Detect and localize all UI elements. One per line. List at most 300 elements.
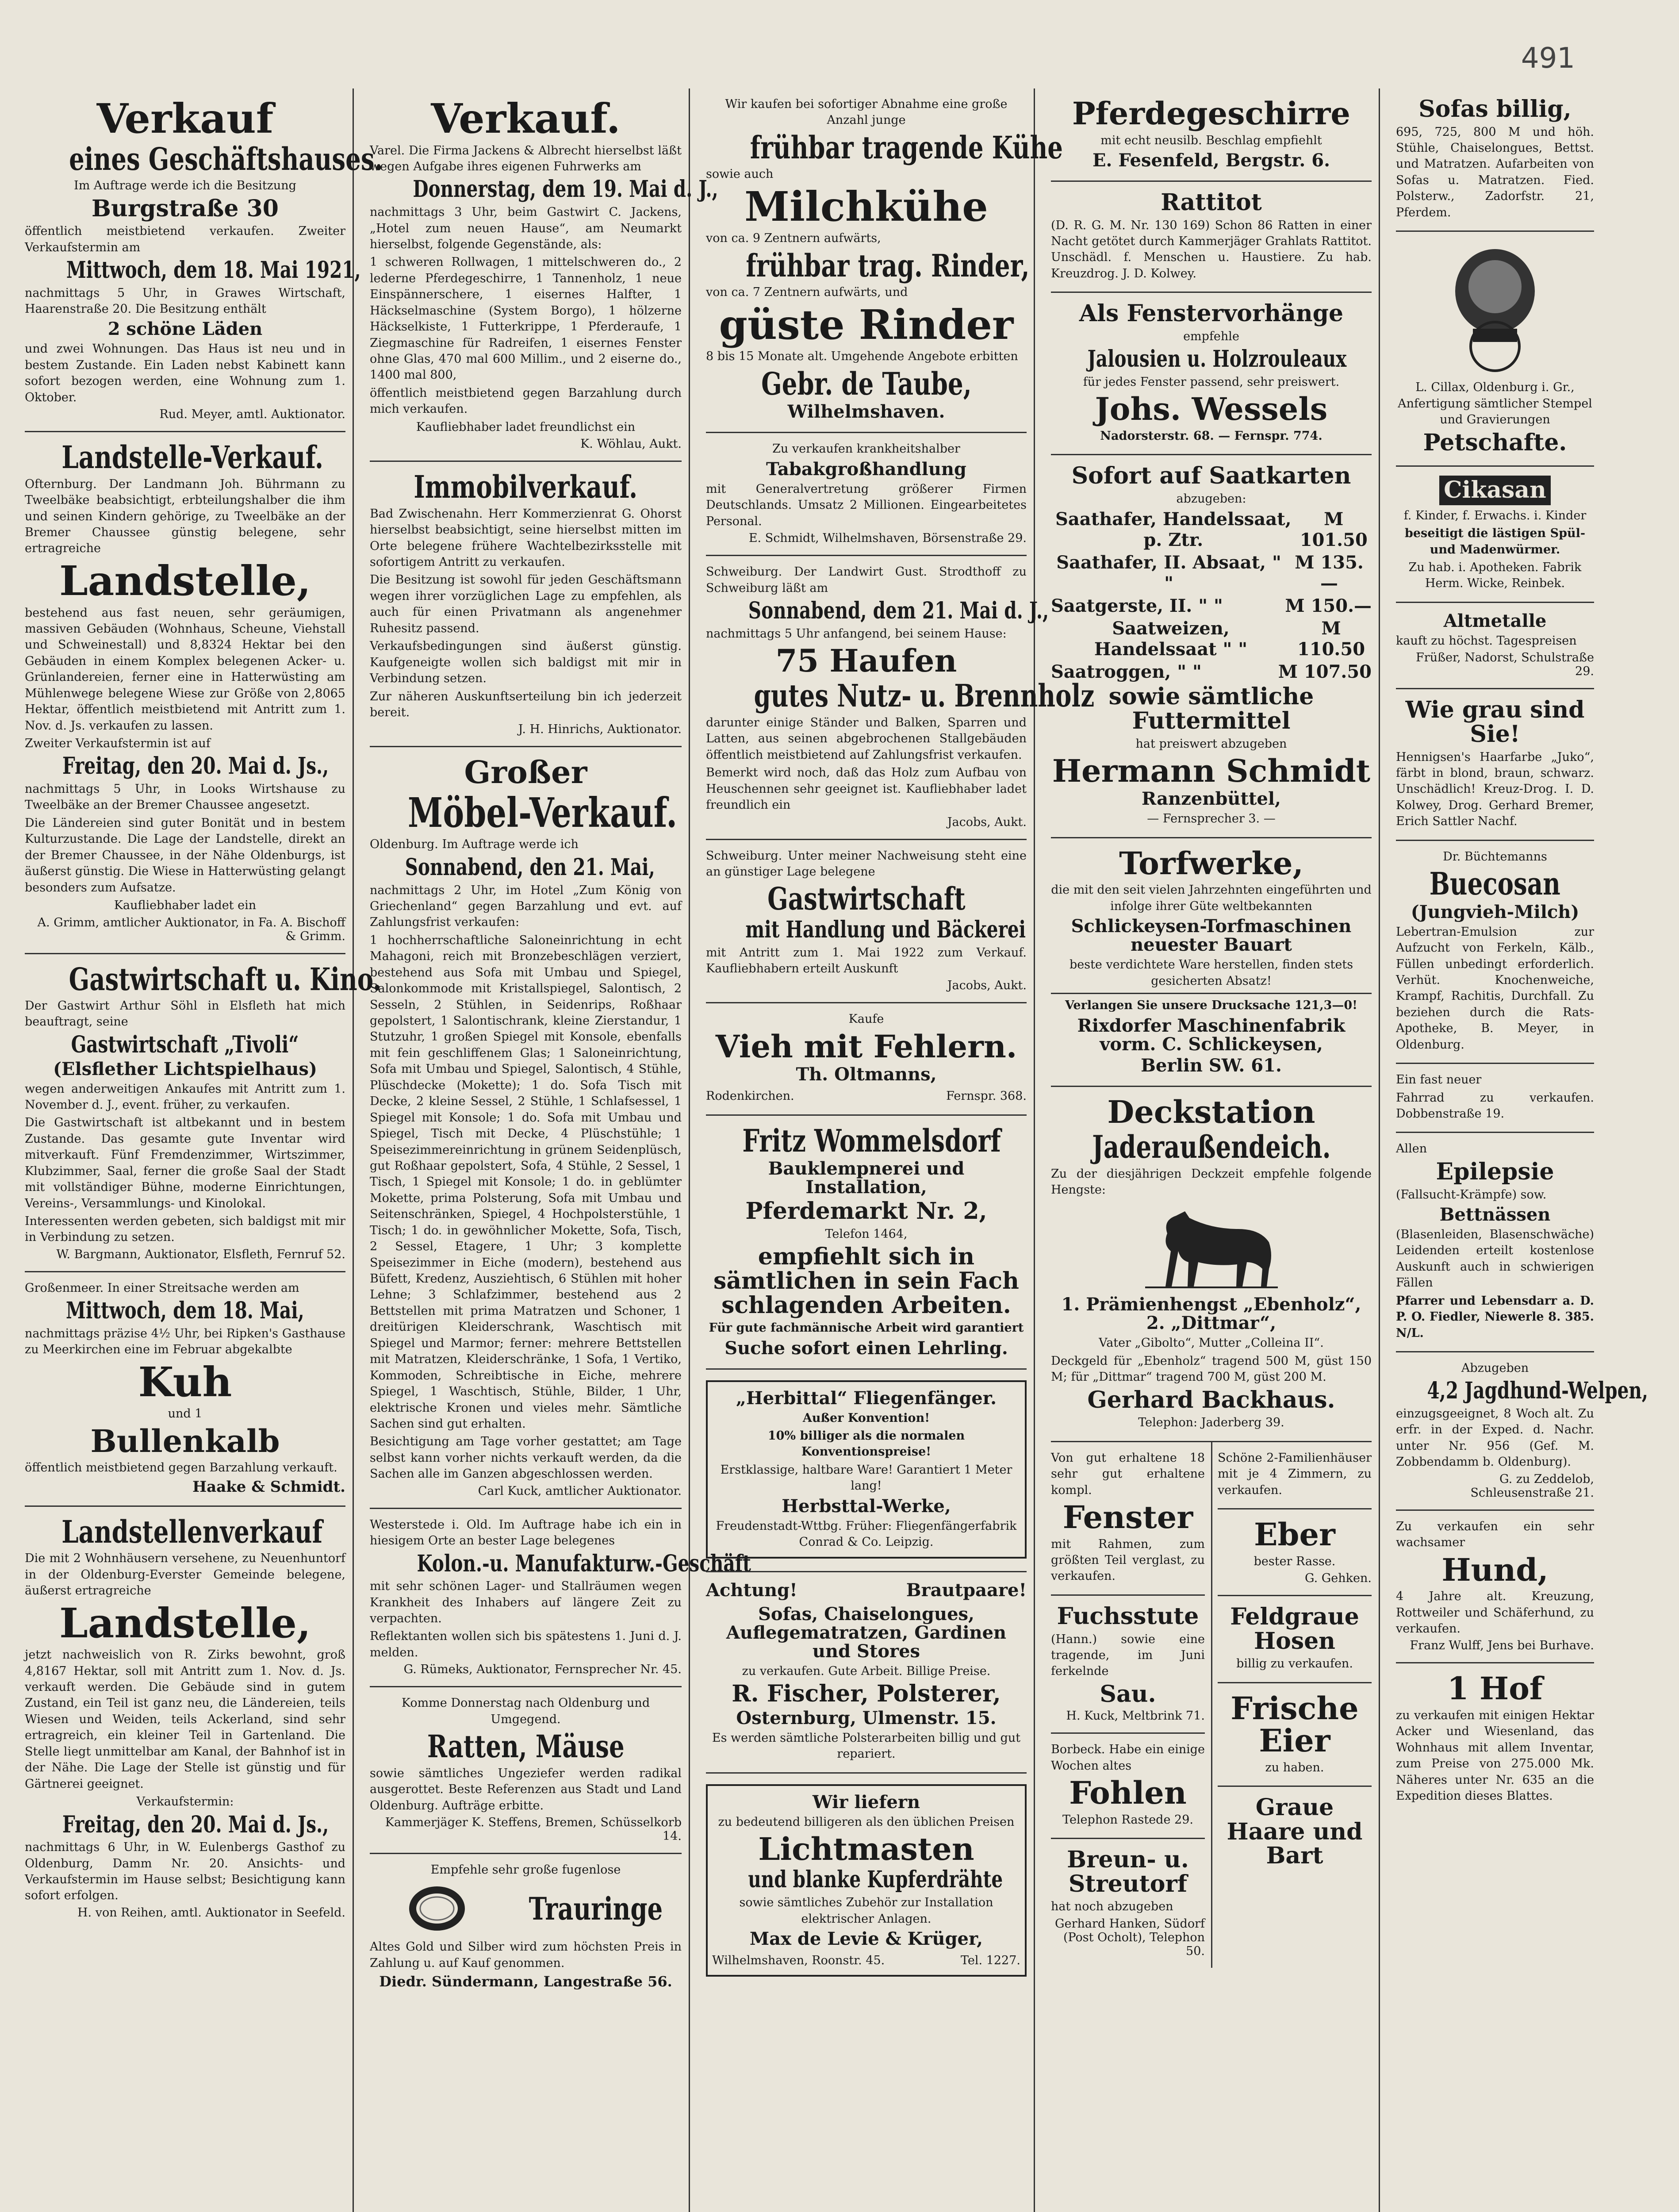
ad-text: mit sehr schönen Lager- und Stallräumen wegen Krankheit des Inhabers auf längere Zeit zu verpachten. bbox=[370, 1579, 682, 1626]
ad-verkauf-varel bbox=[370, 88, 718, 462]
ad-signature: H. von Reihen, amtl. Auktionator in Seefeld. bbox=[77, 1905, 345, 1920]
ad-manufaktur-geschaeft bbox=[370, 1509, 751, 1688]
ad-text: Zur näheren Auskunftserteilung bin ich jederzeit bereit. bbox=[370, 689, 682, 719]
ad-heading: Landstelle, bbox=[59, 557, 311, 605]
ad-text: Im Auftrage werde ich die Besitzung bbox=[74, 179, 296, 193]
ad-signature: Haake & Schmidt. bbox=[192, 1478, 345, 1496]
ad-heading: Altmetalle bbox=[1443, 610, 1547, 631]
ad-heading: frühbar tragende Kühe bbox=[750, 129, 1063, 166]
ad-fuchsstute bbox=[1051, 1596, 1205, 1734]
ad-vieh-fehlern bbox=[706, 1003, 1027, 1115]
ad-text: Die mit 2 Wohnhäusern versehene, zu Neuenhuntorf in der Oldenburg-Everster Gemeinde belegene, äußerst ertragreiche bbox=[25, 1551, 345, 1598]
ad-text: sowie sämtliches Zubehör zur Installation elektrischer Anlagen. bbox=[739, 1896, 993, 1926]
ad-text: öffentlich meistbietend gegen Barzahlung durch mich verkaufen. bbox=[370, 386, 682, 416]
ad-heading: Fuchsstute bbox=[1057, 1602, 1199, 1630]
ad-fliegenfaenger bbox=[706, 1370, 1027, 1572]
ad-heading: Cikasan bbox=[1439, 476, 1551, 505]
ad-heading: Kolon.-u. Manufakturw.-Geschäft bbox=[417, 1550, 751, 1577]
ad-signature: G. zu Zeddelob, Schleusenstraße 21. bbox=[1470, 1472, 1594, 1500]
ad-text: Ofternburg. Der Landmann Joh. Bührmann zu Tweelbäke beabsichtigt, erbteilungshalber die ihm und seinen Kindern gehörige, zu Tweelbäke an der Bremer Chaussee günstig belegene, sehr ertragreiche bbox=[25, 477, 345, 556]
ad-wommelsdorf bbox=[706, 1116, 1027, 1370]
small-ads-right bbox=[1211, 1442, 1372, 1968]
ad-text: Dr. Büchtemanns bbox=[1443, 849, 1547, 864]
ad-text: mit Generalvertretung größerer Firmen Deutschlands. Umsatz 2 Millionen. Eingearbeitetes Personal. bbox=[706, 482, 1027, 528]
ad-text: 1 schweren Rollwagen, 1 mittelschweren do., 2 lederne Pferdegeschirre, 1 Tannenholz, 1 neue Einspännerschere, 1 eisernes Halfter, 1 Häckselmaschine (System Borgo), 1 hölzerne Häckselkiste, 1 Futterkrippe, 1 Pferderaufe, 1 Ziegmaschine für Radreifen, 1 eisernes Fenster ohne Glas, 470 mal 600 Millim., und 2 eiserne do., 1400 mal 800, bbox=[370, 255, 682, 382]
ad-text: nachmittags 2 Uhr, im Hotel „Zum König von Griechenland“ gegen Barzahlung und evt. auf Zahlungsfrist verkaufen: bbox=[370, 883, 682, 929]
ad-text: Außer Konvention! bbox=[802, 1411, 930, 1425]
ad-text: jetzt nachweislich von R. Zirks bewohnt, groß 4,8167 Hektar, soll mit Antritt zum 1. Nov. d. Js. verkauft werden. Die Gebäude sind in gutem Zustand, ein Teil ist ganz neu, die Ländereien, teils Wiesen und Weiden, teils Ackerland, sind sehr ertragreich, ein kleiner Teil in Gartenland. Die Stelle liegt unmittelbar am Kanal, der Bahnhof ist in der Nähe. Die Lage der Stelle ist günstig und für Gärtnerei geeignet. bbox=[25, 1648, 345, 1791]
price-row bbox=[1051, 661, 1372, 682]
horse-illustration bbox=[1136, 1202, 1287, 1291]
ad-petschafte bbox=[1396, 232, 1594, 467]
ad-heading: Landstelle, bbox=[59, 1599, 311, 1647]
ad-text: darunter einige Ständer und Balken, Sparren und Latten, aus seinen abgebrochenen Stallgebäuden öffentlich meistbietend auf Zahlungsfrist verkaufen. bbox=[706, 715, 1027, 762]
ad-heading: empfiehlt sich in sämtlichen in sein Fach schlagenden Arbeiten. bbox=[713, 1243, 1019, 1319]
ad-text: Allen bbox=[1396, 1142, 1427, 1156]
ad-heading: Gastwirtschaft u. Kino. bbox=[69, 960, 382, 998]
ad-text: empfehle bbox=[1183, 329, 1239, 343]
ad-heading: Bettnässen bbox=[1439, 1204, 1551, 1225]
ad-text: und 1 bbox=[168, 1407, 203, 1421]
ad-heading: Osternburg, Ulmenstr. 15. bbox=[736, 1707, 997, 1728]
column-5 bbox=[1389, 88, 1648, 2212]
ad-text: Kaufliebhaber ladet freundlichst ein bbox=[416, 420, 636, 434]
ad-heading: Feldgraue Hosen bbox=[1230, 1603, 1359, 1655]
ad-signature: Pfarrer und Lebensdarr a. D. P. O. Fiedler, Niewerle 8. 385. N/L. bbox=[1396, 1294, 1594, 1340]
price-row bbox=[1051, 552, 1372, 594]
ad-text: Freudenstadt-Wttbg. Früher: Fliegenfängerfabrik Conrad & Co. Leipzig. bbox=[716, 1519, 1017, 1549]
ad-signature: G. Gehken. bbox=[1304, 1571, 1372, 1586]
ad-text: nachmittags 3 Uhr, beim Gastwirt C. Jackens, „Hotel zum neuen Hause“, am Neumarkt hierselbst, folgende Gegenstände, als: bbox=[370, 205, 682, 251]
ad-heading: mit Handlung und Bäckerei bbox=[745, 916, 1026, 943]
ad-text: Westerstede i. Old. Im Auftrage habe ich ein in hiesigem Orte an bester Lage belegenes bbox=[370, 1517, 682, 1548]
ad-text: Die Gastwirtschaft ist altbekannt und in bestem Zustande. Das gesamte gute Inventar wird mitverkauft. Fünf Fremdenzimmer, Wirtszimmer, Klubzimmer, Saal, ferner die große Saal der Stadt mit vollständiger Bühne, moderne Einrichtungen, Vereins-, Versammlungs- und Kinolokal. bbox=[25, 1116, 345, 1210]
ad-text: Für gute fachmännische Arbeit wird garantiert bbox=[709, 1321, 1024, 1335]
ad-signature: Gerhard Hanken, Südorf (Post Ocholt), Telephon 50. bbox=[1055, 1916, 1205, 1958]
price-row bbox=[1051, 595, 1372, 616]
small-ads-left bbox=[1051, 1442, 1205, 1968]
ad-text: und zwei Wohnungen. Das Haus ist neu und in bestem Zustande. Ein Laden nebst Kabinett kann sofort bezogen werden, eine Wohnung zum 1. Oktober. bbox=[25, 342, 345, 404]
price-item-value: M 110.50 bbox=[1297, 618, 1365, 660]
price-row bbox=[1051, 618, 1372, 660]
ad-cikasan bbox=[1396, 467, 1594, 603]
ad-brennholz bbox=[706, 556, 1095, 840]
ad-text: billig zu verkaufen. bbox=[1236, 1657, 1353, 1671]
price-item-name: Saathafer, Handelssaat, p. Ztr. bbox=[1055, 509, 1292, 551]
ad-text: Suche sofort einen Lehrling. bbox=[724, 1337, 1008, 1359]
ad-heading: Fritz Wommelsdorf bbox=[742, 1122, 1001, 1159]
ad-text: Nadorsterstr. 68. — Fernspr. 774. bbox=[1100, 429, 1322, 443]
ad-heading: Wilhelmshaven. bbox=[787, 401, 945, 422]
ad-altmetalle bbox=[1396, 603, 1594, 689]
ad-text: Telephon Rastede 29. bbox=[1062, 1813, 1193, 1827]
ad-text: mit Rahmen, zum größten Teil verglast, zu verkaufen. bbox=[1051, 1537, 1205, 1583]
ad-signature: Kammerjäger K. Steffens, Bremen, Schüsselkorb 14. bbox=[385, 1816, 682, 1843]
ad-text: die mit den seit vielen Jahrzehnten eingeführten und infolge ihrer Güte weltbekannten bbox=[1051, 883, 1372, 913]
ad-text: sowie auch bbox=[706, 167, 774, 181]
ad-heading: frühbar trag. Rinder, bbox=[746, 247, 1030, 284]
price-item-name: Saatroggen, " " bbox=[1051, 661, 1202, 683]
ad-signature: J. H. Hinrichs, Auktionator. bbox=[518, 722, 682, 737]
ad-text: Lebertran-Emulsion zur Aufzucht von Ferkeln, Kälb., Füllen unbedingt erforderlich. Verhüt. Knochenweiche, Krampf, Rachitis, Durchfall. Zu beziehen durch die Rats-Apotheke, B. Meyer, in Oldenburg. bbox=[1396, 925, 1594, 1052]
ad-text: abzugeben: bbox=[1176, 492, 1246, 506]
ad-text: bester Rasse. bbox=[1254, 1554, 1336, 1568]
ad-text: Verkaufsbedingungen sind äußerst günstig. Kaufgeneigte wollen sich baldigst mit mir in Verbindung setzen. bbox=[370, 639, 682, 686]
ad-feldgraue-hosen bbox=[1218, 1596, 1372, 1683]
ad-heading: Frische Eier bbox=[1230, 1690, 1359, 1759]
ad-familienhaeuser bbox=[1218, 1442, 1372, 1509]
ad-text: Erstklassige, haltbare Ware! Garantiert 1 Meter lang! bbox=[720, 1463, 1012, 1493]
ad-text: mit echt neusilb. Beschlag empfiehlt bbox=[1100, 133, 1322, 147]
ad-signature: A. Grimm, amtlicher Auktionator, in Fa. A. Bischoff & Grimm. bbox=[37, 915, 345, 943]
ad-heading: Th. Oltmanns, bbox=[796, 1064, 937, 1085]
ad-text: Wir kaufen bei sofortiger Abnahme eine große Anzahl junge bbox=[725, 97, 1008, 127]
ad-text: Deckgeld für „Ebenholz“ tragend 500 M, güst 150 M; für „Dittmar“ tragend 700 M, güst 200 M. bbox=[1051, 1354, 1372, 1384]
ad-lichtmasten bbox=[706, 1774, 1027, 1989]
ad-text: 10% billiger als die normalen Konventionspreise! bbox=[767, 1429, 965, 1459]
ad-torfwerke bbox=[1051, 838, 1372, 1087]
ad-date: Sonnabend, den 21. Mai, bbox=[405, 853, 655, 881]
ad-heading: Kuh bbox=[138, 1358, 232, 1406]
ad-frische-eier bbox=[1218, 1683, 1372, 1787]
ad-text: nachmittags 5 Uhr, in Looks Wirtshause zu Tweelbäke an der Bremer Chaussee angesetzt. bbox=[25, 782, 345, 812]
ad-heading: Burgstraße 30 bbox=[92, 195, 279, 222]
ad-text: hat noch abzugeben bbox=[1051, 1900, 1173, 1914]
ad-tabakgrosshandlung bbox=[706, 433, 1027, 556]
ad-heading: 1. Prämienhengst „Ebenholz“, 2. „Dittmar“, bbox=[1061, 1294, 1361, 1334]
ad-heading: Jaderaußendeich. bbox=[1092, 1129, 1331, 1166]
ad-text: öffentlich meistbietend gegen Barzahlung verkauft. bbox=[25, 1461, 337, 1475]
ad-heading: sowie sämtliche Futtermittel bbox=[1108, 683, 1314, 734]
ad-text: Kaufliebhaber ladet ein bbox=[114, 899, 257, 913]
ad-text: Großenmeer. In einer Streitsache werden am bbox=[25, 1281, 299, 1295]
ad-jalousien bbox=[1051, 293, 1372, 455]
ad-signature: H. Kuck, Meltbrink 71. bbox=[1066, 1709, 1205, 1723]
ad-text: (Fallsucht-Krämpfe) sow. bbox=[1396, 1187, 1547, 1202]
ad-date: Donnerstag, dem 19. Mai d. J., bbox=[413, 176, 718, 203]
ad-hund bbox=[1396, 1511, 1594, 1664]
ad-text: Bad Zwischenahn. Herr Kommerzienrat G. Ohorst hierselbst beabsichtigt, seine hierselbst mitten im Orte belegene frühere Wachtelbezirksstelle mit sofortigem Antritt zu verkaufen. bbox=[370, 507, 682, 569]
ad-gastwirtschaft-baeckerei bbox=[706, 840, 1027, 1004]
ad-heading: 1 Hof bbox=[1447, 1670, 1543, 1707]
ad-landstellenverkauf bbox=[25, 1507, 345, 1929]
ad-text: einzugsgeeignet, 8 Woch alt. Zu erfr. in der Exped. d. Nachr. unter Nr. 956 (Gef. M. Zobbendamm b. Oldenburg). bbox=[1396, 1407, 1594, 1469]
ad-heading: Fenster bbox=[1062, 1499, 1193, 1536]
ad-text: nachmittags 6 Uhr, in W. Eulenbergs Gasthof zu Oldenburg, Damm Nr. 20. Ansichts- und Verkaufstermin im Hause selbst; Besichtigung kann sofort erfolgen. bbox=[25, 1840, 345, 1903]
ad-text: zu haben. bbox=[1265, 1760, 1324, 1774]
ad-signature: Rud. Meyer, amtl. Auktionator. bbox=[159, 407, 345, 422]
ad-immobilverkauf bbox=[370, 462, 682, 747]
ad-text: Interessenten werden gebeten, sich baldigst mit mir in Verbindung zu setzen. bbox=[25, 1214, 345, 1244]
ad-text: beste verdichtete Ware herstellen, finden stets gesicherten Absatz! bbox=[1069, 958, 1353, 988]
ad-text: hat preiswert abzugeben bbox=[1135, 737, 1287, 751]
ad-text: Reflektanten wollen sich bis spätestens 1. Juni d. J. melden. bbox=[370, 1629, 682, 1659]
ad-graue-haare bbox=[1218, 1787, 1372, 1879]
ad-heading: 75 Haufen bbox=[775, 642, 957, 679]
ad-heading: Breun- u. Streutorf bbox=[1067, 1846, 1189, 1897]
ad-heading: Rattitot bbox=[1161, 188, 1262, 216]
ad-ratten-maeuse bbox=[370, 1687, 682, 1854]
price-list bbox=[1051, 509, 1372, 682]
ad-text: Rodenkirchen. bbox=[706, 1089, 794, 1103]
price-item-value: M 107.50 bbox=[1278, 661, 1372, 683]
ad-text: von ca. 9 Zentnern aufwärts, bbox=[706, 231, 881, 246]
ad-heading: Eber bbox=[1254, 1516, 1335, 1553]
ad-text: Zweiter Verkaufstermin ist auf bbox=[25, 737, 211, 750]
ad-heading: (Elsflether Lichtspielhaus) bbox=[53, 1058, 317, 1079]
ad-text: Varel. Die Firma Jackens & Albrecht hierselbst läßt wegen Aufgabe ihres eigenen Fuhrwerks am bbox=[370, 143, 682, 174]
ad-heading: Sofas, Chaiselongues, Auflegematratzen, Gardinen und Stores bbox=[726, 1603, 1007, 1662]
ad-text: bestehend aus fast neuen, sehr geräumigen, massiven Gebäuden (Wohnhaus, Scheune, Viehstall und Schweinestall) und 8,8324 Hektar bei den Gebäuden in einem Komplex belegenen Acker- u. Grünlandereien, ferner eine in Hatterwüsting am Mühlenwege belegene Wiese zur Größe von 2,8065 Hektar, öffentlich meistbietend mit Antritt zum 1. Nov. d. Js. verkaufen zu lassen. bbox=[25, 606, 345, 733]
price-item-value: M 135.— bbox=[1295, 552, 1364, 594]
ad-text: 8 bis 15 Monate alt. Umgehende Angebote erbitten bbox=[706, 349, 1018, 364]
ad-text: nachmittags 5 Uhr anfangend, bei seinem Hause: bbox=[706, 626, 1007, 641]
ad-heading: Bauklempnerei und Installation, bbox=[768, 1158, 965, 1198]
ad-hof bbox=[1396, 1663, 1594, 1814]
ad-fenster bbox=[1051, 1442, 1205, 1596]
ad-text: Die Besitzung ist sowohl für jeden Geschäftsmann wegen ihrer vorzüglichen Lage zu empfehlen, als auch für einen Privatmann als angenehmer Ruhesitz passend. bbox=[370, 573, 682, 635]
ad-heading: Gastwirtschaft bbox=[767, 880, 966, 918]
ad-saatkarten bbox=[1051, 455, 1372, 838]
ad-pferdegeschirre bbox=[1051, 88, 1372, 182]
ad-date: Freitag, den 20. Mai d. Js., bbox=[62, 753, 329, 780]
ad-heading: Jalousien u. Holzrouleaux bbox=[1087, 346, 1347, 373]
ad-heading: Möbel-Verkauf. bbox=[407, 788, 678, 837]
ad-text: Bemerkt wird noch, daß das Holz zum Aufbau von Heuschennen sehr geeignet ist. Kaufliebhaber ladet freundlich ein bbox=[706, 766, 1027, 812]
ad-text: Verlangen Sie unsere Drucksache 121,3—0! bbox=[1065, 998, 1358, 1013]
price-item-name: Saathafer, II. Absaat, " " bbox=[1056, 552, 1281, 594]
ad-heading: Immobilverkauf. bbox=[414, 469, 638, 506]
ad-text: Ein fast neuer bbox=[1396, 1073, 1482, 1087]
column-3 bbox=[699, 88, 1095, 2212]
ad-text: (Blasenleiden, Blasenschwäche) Leidenden erteilt kostenlose Auskunft auch in schwierigen Fällen bbox=[1396, 1227, 1594, 1290]
ad-heading: Rixdorfer Maschinenfabrik vorm. C. Schlickeysen, bbox=[1077, 1015, 1346, 1055]
ad-text: Telefon 1464, bbox=[825, 1227, 908, 1241]
ad-kuehe-ankauf bbox=[706, 88, 1063, 433]
ad-heading: „Herbittal“ Fliegenfänger. bbox=[736, 1387, 997, 1409]
ad-date: Sonnabend, dem 21. Mai d. J., bbox=[748, 597, 1049, 624]
ad-text: von ca. 7 Zentnern aufwärts, und bbox=[706, 285, 908, 300]
ad-sofas-billig bbox=[1396, 88, 1594, 232]
ad-text: für jedes Fenster passend, sehr preiswert. bbox=[1083, 375, 1340, 389]
ad-text: Schweiburg. Unter meiner Nachweisung steht eine an günstiger Lage belegene bbox=[706, 849, 1027, 879]
ad-signature: Früßer, Nadorst, Schulstraße 29. bbox=[1416, 651, 1594, 679]
ad-heading: (Jungvieh-Milch) bbox=[1411, 901, 1579, 922]
ad-text: öffentlich meistbietend verkaufen. Zweiter Verkaufstermin am bbox=[25, 224, 345, 254]
ad-heading: Ratten, Mäuse bbox=[427, 1728, 625, 1765]
ad-text: 695, 725, 800 M und höh. Stühle, Chaiselongues, Bettst. und Matratzen. Aufarbeiten von Sofas u. Matratzen. Fied. Polsterw., Zadorfstr. 21, Pferdem. bbox=[1396, 125, 1594, 219]
ad-text: Verkaufstermin: bbox=[136, 1795, 234, 1809]
ad-text: Zu verkaufen krankheitshalber bbox=[772, 442, 960, 456]
ad-text: Es werden sämtliche Polsterarbeiten billig und gut repariert. bbox=[712, 1731, 1021, 1761]
price-item-value: M 150.— bbox=[1285, 595, 1372, 617]
ad-brautpaare bbox=[706, 1572, 1027, 1774]
ad-heading: Deckstation bbox=[1107, 1093, 1315, 1130]
ad-heading: Fohlen bbox=[1069, 1774, 1187, 1812]
ad-list: 1 hochherrschaftliche Saloneinrichtung in echt Mahagoni, reich mit Bronzebeschlägen verziert, bestehend aus Sofa mit Umbau und Spiegel, Salonkommode mit Kristallspiegel, Salontisch, 2 Sesseln, 2 Stühlen, in Seidenrips, Roßhaar gepolstert, 1 Salontischrank, kleine Zierstandur, 1 Stutzuhr, 1 großen Spiegel mit Konsole, ebenfalls mit fein geschliffenem Glas; 1 Saloneinrichtung, Sofa mit Umbau und Spiegel, Salontisch, 4 Stühle, Plüschdecke (Mokette); 1 do. Sofa Tisch mit Decke, 2 kleine Sessel, 2 Stühle, 1 Schlafsessel, 1 Spiegel mit Konsole; 1 do. Sofa mit Umbau und Spiegel, Tisch mit Decke, 4 Plüschstühle; 1 Speisezimmereinrichtung in grünem Seidenplüsch, gut Roßhaar gepolstert, Sofa, 4 Stühle, 2 Sessel, 1 Tisch, 1 Spiegel mit Konsole; 1 do. in geblümter Mokette, prima Polsterung, Sofa mit Umbau und Seitenschränken, Spiegel, 4 Hochpolsterstühle, 1 Tisch; 1 do. in gewöhnlicher Mokette, Sofa, Tisch, 2 Sessel, Etagere, 1 Uhr; 3 komplette Speisezimmer in Eiche (modern), bestehend aus Büfett, Kredenz, Ausziehtisch, 6 Stühlen mit hoher Lehne; 3 Schlafzimmer, bestehend aus 2 Bettstellen mit prima Matratzen und Schoner, 1 dreitürigen Kleiderschrank, Waschtisch mit Spiegel und Marmor; ferner: mehrere Bettstellen mit Matratzen, Kleiderschränke, 1 Sofa, 1 Vertiko, Kommoden, Schreibtische in Eiche, mehrere Spiegel, 1 Waschtisch, Stühle, Bilder, 1 Uhr, elektrische Kronen und vieles mehr. Sämtliche Sachen sind gut erhalten. bbox=[370, 933, 682, 1431]
ad-text: zu verkaufen mit einigen Hektar Acker und Wiesenland, das Wohnhaus mit allem Inventar, zum Preise von 275.000 Mk. Näheres unter Nr. 635 an die Expedition dieses Blattes. bbox=[1396, 1708, 1594, 1803]
ad-heading: Milchkühe bbox=[744, 182, 988, 230]
ad-date: Mittwoch, dem 18. Mai 1921, bbox=[66, 257, 361, 284]
ad-text: Von gut erhaltene 18 sehr gut erhaltene kompl. bbox=[1051, 1451, 1205, 1497]
ad-text: kauft zu höchst. Tagespreisen bbox=[1396, 634, 1577, 648]
ad-heading: Verkauf bbox=[96, 95, 274, 142]
ad-signature: E. Schmidt, Wilhelmshaven, Börsenstraße 29. bbox=[748, 531, 1027, 545]
ad-jagdhund-welpen bbox=[1396, 1352, 1648, 1511]
ad-text: zu bedeutend billigeren als den üblichen Preisen bbox=[718, 1815, 1015, 1829]
ad-text: Zu hab. i. Apotheken. Fabrik Herm. Wicke, Reinbek. bbox=[1408, 561, 1582, 591]
ad-text: Altes Gold und Silber wird zum höchsten Preis in Zahlung u. auf Kauf genommen. bbox=[370, 1940, 682, 1970]
ad-streutorf bbox=[1051, 1839, 1205, 1968]
ad-text: 4 Jahre alt. Kreuzung, Rottweiler und Schäferhund, zu verkaufen. bbox=[1396, 1590, 1594, 1636]
ad-signature: K. Wöhlau, Aukt. bbox=[580, 437, 682, 451]
ad-text: Vater „Gibolto“, Mutter „Colleina II“. bbox=[1099, 1336, 1324, 1350]
ad-heading: Gerhard Backhaus. bbox=[1087, 1386, 1335, 1413]
ad-heading: Vieh mit Fehlern. bbox=[715, 1028, 1017, 1065]
ad-epilepsie bbox=[1396, 1133, 1594, 1352]
ad-signature: Diedr. Sündermann, Langestraße 56. bbox=[379, 1973, 672, 1990]
ad-text: Tel. 1227. bbox=[961, 1953, 1020, 1967]
ad-text: f. Kinder, f. Erwachs. i. Kinder bbox=[1403, 508, 1587, 522]
price-item-name: Saatweizen, Handelssaat " " bbox=[1094, 618, 1248, 660]
ad-heading: güste Rinder bbox=[719, 300, 1014, 349]
ad-signature: Jacobs, Aukt. bbox=[947, 815, 1027, 829]
ad-heading: Graue Haare und Bart bbox=[1227, 1794, 1363, 1870]
ad-heading: Max de Levie & Krüger, bbox=[749, 1928, 983, 1949]
ad-heading: Buecosan bbox=[1429, 865, 1561, 902]
ad-text: Fahrrad zu verkaufen. Dobbenstraße 19. bbox=[1396, 1091, 1594, 1121]
ad-text: L. Cillax, Oldenburg i. Gr., Anfertigung sämtlicher Stempel und Gravierungen bbox=[1398, 380, 1592, 427]
ad-gastwirtschaft-kino bbox=[25, 954, 382, 1272]
ad-heading: Berlin SW. 61. bbox=[1141, 1055, 1282, 1076]
ad-text: nachmittags präzise 4½ Uhr, bei Ripken's Gasthause zu Meerkirchen eine im Februar abgekalbte bbox=[25, 1326, 345, 1357]
ad-buecosan bbox=[1396, 841, 1594, 1064]
ad-heading: Landstelle-Verkauf. bbox=[61, 439, 323, 476]
ad-date: Mittwoch, dem 18. Mai, bbox=[66, 1297, 304, 1325]
ad-kuh bbox=[25, 1272, 345, 1507]
ad-text: Kaufe bbox=[848, 1012, 884, 1026]
ad-heading: Torfwerke, bbox=[1119, 845, 1303, 882]
ad-text: Wilhelmshaven, Roonstr. 45. bbox=[712, 1953, 885, 1967]
ad-deckstation bbox=[1051, 1087, 1372, 1442]
ad-heading: 4,2 Jagdhund-Welpen, bbox=[1427, 1377, 1648, 1405]
ad-heading: Sofort auf Saatkarten bbox=[1071, 462, 1351, 490]
ad-signature: E. Fesenfeld, Bergstr. 6. bbox=[1092, 150, 1330, 171]
ad-landstelle-verkauf bbox=[25, 432, 345, 954]
ad-heading: Tabakgroßhandlung bbox=[766, 458, 966, 480]
ad-text: Oldenburg. Im Auftrage werde ich bbox=[370, 837, 579, 852]
price-item-value: M 101.50 bbox=[1300, 509, 1368, 551]
ad-text: (Hann.) sowie eine tragende, im Juni ferkelnde bbox=[1051, 1632, 1205, 1678]
ad-heading: R. Fischer, Polsterer, bbox=[732, 1680, 1001, 1708]
ad-text: zu verkaufen. Gute Arbeit. Billige Preise. bbox=[742, 1664, 991, 1678]
ad-text: Schweiburg. Der Landwirt Gust. Strodthoff zu Schweiburg läßt am bbox=[706, 565, 1027, 595]
price-row bbox=[1051, 509, 1372, 550]
seal-stamp-illustration bbox=[1429, 242, 1561, 375]
ad-heading: Johs. Wessels bbox=[1095, 391, 1328, 428]
ad-heading: eines Geschäftshauses. bbox=[69, 140, 383, 177]
ring-icon bbox=[408, 1884, 466, 1933]
ad-heading: Gastwirtschaft „Tivoli“ bbox=[71, 1031, 299, 1058]
ad-heading: Als Fenstervorhänge bbox=[1079, 300, 1344, 327]
ad-text: Die Ländereien sind guter Bonität und in bestem Kulturzustande. Die Lage der Landstelle, direkt an der Bremer Chaussee, in der Nähe Oldenburgs, ist äußerst günstig. Die Wiese in Hatterwüsting gelangt besonders zum Aufsatze. bbox=[25, 816, 345, 895]
ad-haarfarbe bbox=[1396, 689, 1594, 841]
ad-geschaeftshaus bbox=[25, 88, 383, 432]
ad-text: sowie sämtliches Ungeziefer werden radikal ausgerottet. Beste Referenzen aus Stadt und Land Oldenburg. Aufträge erbitte. bbox=[370, 1766, 682, 1813]
ad-heading: Epilepsie bbox=[1436, 1158, 1554, 1185]
ad-heading: Pferdegeschirre bbox=[1072, 95, 1350, 132]
ad-heading: Landstellenverkauf bbox=[61, 1513, 323, 1550]
ad-heading: Schlickeysen-Torfmaschinen neuester Bauart bbox=[1071, 916, 1352, 956]
ad-text: Besichtigung am Tage vorher gestattet; am Tage selbst kann vorher nichts verkauft werden, da die Sachen alle im Ganzen abgeschlossen werden. bbox=[370, 1435, 682, 1481]
ad-eber bbox=[1218, 1509, 1372, 1596]
ad-text: Zu verkaufen ein sehr wachsamer bbox=[1396, 1519, 1594, 1550]
ad-heading: Hund, bbox=[1441, 1551, 1549, 1588]
ad-text: beseitigt die lästigen Spül- und Madenwürmer. bbox=[1404, 526, 1586, 557]
price-item-name: Saatgerste, II. " " bbox=[1051, 595, 1223, 617]
ad-heading: 2 schöne Läden bbox=[107, 319, 263, 340]
ad-text: Borbeck. Habe ein einige Wochen altes bbox=[1051, 1743, 1205, 1773]
ad-fohlen bbox=[1051, 1734, 1205, 1839]
ad-heading: Sau. bbox=[1100, 1680, 1156, 1708]
ad-heading: Lichtmasten bbox=[758, 1830, 974, 1867]
ad-heading: Gebr. de Taube, bbox=[761, 365, 972, 402]
ad-text: wegen anderweitigen Ankaufes mit Antritt zum 1. November d. J., event. früher, zu verkaufen. bbox=[25, 1082, 345, 1112]
ad-heading: gutes Nutz- u. Brennholz bbox=[754, 677, 1095, 714]
ad-heading: Trauringe bbox=[529, 1890, 663, 1927]
ad-heading: Wie grau sind Sie! bbox=[1405, 696, 1585, 748]
ad-text: Der Gastwirt Arthur Söhl in Elsfleth hat mich beauftragt, seine bbox=[25, 999, 345, 1029]
page-number: 491 bbox=[1521, 42, 1575, 75]
ad-text: (D. R. G. M. Nr. 130 169) Schon 86 Ratten in einer Nacht getötet durch Kammerjäger Grahlats Rattitot. Unschädl. f. Menschen u. Haustiere. Zu hab. Kreuzdrog. J. D. Kolwey. bbox=[1051, 218, 1372, 280]
ad-text: nachmittags 5 Uhr, in Grawes Wirtschaft, Haarenstraße 20. Die Besitzung enthält bbox=[25, 286, 345, 316]
small-ads-grid bbox=[1051, 1442, 1372, 1968]
ad-text: Abzugeben bbox=[1461, 1361, 1529, 1375]
ad-text: mit Antritt zum 1. Mai 1922 zum Verkauf. Kaufliebhabern erteilt Auskunft bbox=[706, 945, 1027, 975]
ad-text: Fernspr. 368. bbox=[946, 1089, 1027, 1103]
ad-signature: W. Bargmann, Auktionator, Elsfleth, Fernruf 52. bbox=[56, 1247, 345, 1261]
column-1 bbox=[18, 88, 383, 2212]
ad-text: Zu der diesjährigen Deckzeit empfehle folgende Hengste: bbox=[1051, 1167, 1372, 1197]
ad-heading: und blanke Kupferdrähte bbox=[748, 1866, 1003, 1893]
ad-signature: Carl Kuck, amtlicher Auktionator. bbox=[478, 1484, 682, 1498]
ad-heading: Verkauf. bbox=[431, 95, 621, 142]
ad-text: Schöne 2-Familienhäuser mit je 4 Zimmern, zu verkaufen. bbox=[1218, 1451, 1372, 1497]
ad-heading: Herbsttal-Werke, bbox=[782, 1495, 951, 1517]
ad-moebel-verkauf bbox=[370, 747, 682, 1509]
ad-heading: Petschafte. bbox=[1423, 429, 1567, 456]
ad-rattitot bbox=[1051, 182, 1372, 293]
column-4 bbox=[1044, 88, 1380, 2212]
ad-signature: Jacobs, Aukt. bbox=[947, 979, 1027, 993]
ad-fahrrad bbox=[1396, 1064, 1594, 1133]
ad-date: Freitag, den 20. Mai d. Js., bbox=[62, 1811, 329, 1838]
ad-text: Telephon: Jaderberg 39. bbox=[1138, 1416, 1284, 1430]
newspaper-page bbox=[18, 88, 1648, 2212]
ad-signature: G. Rümeks, Auktionator, Fernsprecher Nr. 45. bbox=[403, 1663, 682, 1677]
ad-heading: Ranzenbüttel, bbox=[1142, 788, 1281, 810]
ad-heading: Achtung! bbox=[706, 1579, 797, 1601]
ad-heading: Pferdemarkt Nr. 2, bbox=[745, 1198, 987, 1225]
ad-text: Komme Donnerstag nach Oldenburg und Umgegend. bbox=[401, 1696, 650, 1726]
ad-signature: Franz Wulff, Jens bei Burhave. bbox=[1410, 1639, 1594, 1653]
ad-heading: Hermann Schmidt bbox=[1052, 752, 1371, 789]
ad-trauringe bbox=[370, 1854, 682, 1998]
ad-text: — Fernsprecher 3. — bbox=[1147, 812, 1276, 826]
ad-heading: Großer bbox=[464, 754, 587, 791]
ad-heading: Sofas billig, bbox=[1418, 96, 1572, 123]
ad-text: Hennigsen's Haarfarbe „Juko“, färbt in blond, braun, schwarz. Unschädlich! Kreuz-Drog. I. D. Kolwey, Drog. Gerhard Bremer, Erich Sattler Nachf. bbox=[1396, 750, 1594, 829]
